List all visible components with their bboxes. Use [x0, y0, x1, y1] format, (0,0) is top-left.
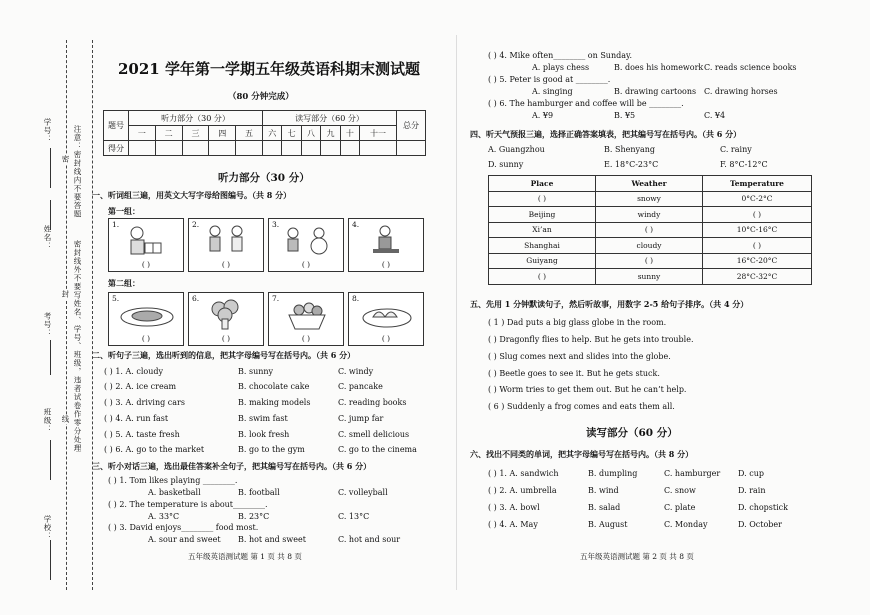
answer-paren[interactable]: ( ) [221, 260, 231, 269]
choice-a: A. basketball [148, 488, 201, 497]
answer-paren[interactable]: ( ) [141, 334, 151, 343]
table-cell[interactable]: ( ) [489, 269, 596, 285]
choice-b: B. swim fast [238, 414, 288, 423]
question-stem[interactable]: ( ) 3. David enjoys________ food most. [108, 523, 259, 532]
part3-title: 三、听小对话三遍，选出最佳答案补全句子，把其编号写在括号内。（共 6 分） [92, 461, 372, 471]
table-row [489, 253, 812, 269]
ordering-item[interactable]: ( ) Slug comes next and slides into the globe. [488, 352, 671, 361]
group1-label: 第一组： [108, 206, 140, 216]
score-num: 十 [340, 126, 359, 141]
score-cell[interactable] [301, 141, 320, 156]
question-choice-a[interactable]: ( ) 3. A. driving cars [104, 398, 185, 407]
label-school: 学校： [43, 515, 52, 541]
table-cell: Guiyang [489, 253, 596, 269]
choice-b: B. hot and sweet [238, 535, 306, 544]
score-num: 三 [182, 126, 209, 141]
choice-a: A. 33°C [148, 512, 180, 521]
picture-number: 7. [272, 294, 280, 303]
group2-label: 第二组： [108, 278, 140, 288]
field-school[interactable] [50, 540, 51, 580]
picture-box-1 [108, 218, 184, 272]
question-choice-a[interactable]: ( ) 4. A. run fast [104, 414, 169, 423]
choice-c: C. reads science books [704, 63, 797, 72]
page-divider [456, 35, 457, 590]
label-exam-number: 考号： [43, 312, 52, 338]
choice-c: C. pancake [338, 382, 383, 391]
score-table [103, 110, 426, 156]
table-cell[interactable]: ( ) [489, 191, 596, 207]
choice-c: C. go to the cinema [338, 445, 417, 454]
exam-duration: （80 分钟完成） [228, 92, 294, 102]
question-choice-a[interactable]: ( ) 1. A. cloudy [104, 367, 164, 376]
picture-box-8 [348, 292, 424, 346]
choice-d: D. October [738, 520, 782, 529]
table-cell: Shanghai [489, 238, 596, 254]
question-stem[interactable]: ( ) 1. Tom likes playing ________. [108, 476, 238, 485]
table-cell: 10°C-16°C [703, 222, 812, 238]
score-cell[interactable] [282, 141, 301, 156]
choice-c: C. snow [664, 486, 696, 495]
label-student-number: 学号： [43, 118, 52, 144]
question-choice-a[interactable]: ( ) 1. A. sandwich [488, 469, 559, 478]
question-choice-a[interactable]: ( ) 2. A. umbrella [488, 486, 557, 495]
choice-c: C. hot and sour [338, 535, 401, 544]
choice-b: B. making models [238, 398, 311, 407]
page-footer-left: 五年级英语测试题 第 1 页 共 8 页 [188, 552, 302, 561]
option: D. sunny [488, 160, 524, 169]
choice-b: B. sunny [238, 367, 274, 376]
question-stem[interactable]: ( ) 2. The temperature is about________. [108, 500, 268, 509]
ordering-item[interactable]: ( 6 ) Suddenly a frog comes and eats them all. [488, 402, 675, 411]
ordering-item[interactable]: ( 1 ) Dad puts a big glass globe in the room. [488, 318, 667, 327]
score-num: 九 [321, 126, 340, 141]
choice-c: C. 13°C [338, 512, 370, 521]
column-header-place: Place [489, 176, 596, 192]
choice-a: A. plays chess [532, 63, 590, 72]
picture-box-5 [108, 292, 184, 346]
table-cell: 28°C-32°C [703, 269, 812, 285]
weather-table [488, 175, 812, 285]
choice-a: A. ¥9 [532, 111, 554, 120]
score-cell[interactable] [129, 141, 156, 156]
question-stem[interactable]: ( ) 6. The hamburger and coffee will be ________. [488, 99, 684, 108]
choice-c: C. smell delicious [338, 430, 410, 439]
score-row-label: 得分 [104, 141, 129, 156]
picture-number: 8. [352, 294, 360, 303]
score-num: 十一 [360, 126, 397, 141]
choice-b: B. go to the gym [238, 445, 305, 454]
answer-paren[interactable]: ( ) [221, 334, 231, 343]
seal-char-xian: 线 [61, 415, 70, 424]
seal-line [66, 40, 67, 590]
table-cell: windy [596, 207, 703, 223]
score-num: 五 [236, 126, 263, 141]
table-cell: Xi’an [489, 222, 596, 238]
score-num: 七 [282, 126, 301, 141]
picture-box-6 [188, 292, 264, 346]
question-choice-a[interactable]: ( ) 6. A. go to the market [104, 445, 205, 454]
field-name[interactable] [50, 200, 51, 230]
picture-number: 3. [272, 220, 280, 229]
choice-b: B. does his homework [614, 63, 704, 72]
score-num: 四 [209, 126, 236, 141]
score-cell[interactable] [182, 141, 209, 156]
choice-b: B. wind [588, 486, 619, 495]
part4-title: 四、听天气预报三遍，选择正确答案填表，把其编号写在括号内。（共 6 分） [470, 129, 742, 139]
seal-char-feng: 封 [61, 290, 70, 299]
score-table-reading: 读写部分（60 分） [262, 111, 396, 126]
score-num: 二 [155, 126, 182, 141]
score-num: 一 [129, 126, 156, 141]
column-header-temperature: Temperature [703, 176, 812, 192]
choice-b: B. look fresh [238, 430, 290, 439]
reading-section-header: 读写部分（60 分） [586, 427, 678, 439]
choice-a: A. singing [532, 87, 573, 96]
question-choice-a[interactable]: ( ) 2. A. ice cream [104, 382, 177, 391]
option: A. Guangzhou [488, 145, 545, 154]
score-num: 六 [262, 126, 281, 141]
label-class: 班级： [43, 408, 52, 434]
score-table-listening: 听力部分（30 分） [129, 111, 263, 126]
choice-b: B. ¥5 [614, 111, 636, 120]
seal-char-mi: 密 [61, 155, 70, 164]
choice-c: C. reading books [338, 398, 407, 407]
choice-b: B. 23°C [238, 512, 270, 521]
choice-d: D. chopstick [738, 503, 788, 512]
table-cell: sunny [596, 269, 703, 285]
table-cell: snowy [596, 191, 703, 207]
answer-paren[interactable]: ( ) [381, 334, 391, 343]
ordering-item[interactable]: ( ) Dragonfly flies to help. But he gets into trouble. [488, 335, 694, 344]
listening-section-header: 听力部分（30 分） [218, 172, 310, 184]
answer-paren[interactable]: ( ) [301, 334, 311, 343]
choice-b: B. drawing cartoons [614, 87, 697, 96]
answer-paren[interactable]: ( ) [301, 260, 311, 269]
field-exam-number[interactable] [50, 340, 51, 375]
choice-c: C. Monday [664, 520, 708, 529]
ordering-item[interactable]: ( ) Beetle goes to see it. But he gets stuck. [488, 369, 660, 378]
option: E. 18°C-23°C [604, 160, 659, 169]
choice-a: A. sour and sweet [148, 535, 221, 544]
picture-number: 2. [192, 220, 200, 229]
table-row [489, 222, 812, 238]
question-choice-a[interactable]: ( ) 4. A. May [488, 520, 538, 529]
label-name: 姓名： [43, 225, 52, 251]
choice-c: C. jump far [338, 414, 384, 423]
question-stem[interactable]: ( ) 5. Peter is good at ________. [488, 75, 611, 84]
table-row [489, 191, 812, 207]
picture-box-3 [268, 218, 344, 272]
choice-c: C. plate [664, 503, 696, 512]
choice-c: C. drawing horses [704, 87, 778, 96]
question-stem[interactable]: ( ) 4. Mike often________ on Sunday. [488, 51, 632, 60]
picture-box-7 [268, 292, 344, 346]
question-choice-a[interactable]: ( ) 5. A. taste fresh [104, 430, 180, 439]
choice-c: C. windy [338, 367, 374, 376]
binding-notice-1: 注意：密封线内不要答题 [73, 125, 82, 219]
score-cell[interactable] [236, 141, 263, 156]
score-cell[interactable] [321, 141, 340, 156]
binding-notice-2: 密封线外不要写姓名、学号、班级，违者试卷作零分处理 [73, 240, 82, 453]
ordering-item[interactable]: ( ) Worm tries to get them out. But he can’t help. [488, 385, 687, 394]
choice-b: B. August [588, 520, 628, 529]
field-class[interactable] [50, 440, 51, 480]
choice-d: D. rain [738, 486, 766, 495]
table-cell: cloudy [596, 238, 703, 254]
score-cell[interactable] [340, 141, 359, 156]
option: C. rainy [720, 145, 752, 154]
part1-title: 一、听词组三遍，用英文大写字母给图编号。（共 8 分） [92, 190, 292, 200]
picture-number: 5. [112, 294, 120, 303]
score-num: 八 [301, 126, 320, 141]
choice-b: B. dumpling [588, 469, 638, 478]
table-cell: 0°C-2°C [703, 191, 812, 207]
choice-d: D. cup [738, 469, 764, 478]
table-header-row [489, 176, 812, 192]
table-row [489, 238, 812, 254]
part5-title: 五、先用 1 分钟默读句子，然后听故事，用数字 2-5 给句子排序。（共 4 分） [470, 299, 749, 309]
picture-box-4 [348, 218, 424, 272]
choice-c: C. hamburger [664, 469, 721, 478]
table-cell[interactable]: ( ) [703, 207, 812, 223]
table-row [489, 207, 812, 223]
column-header-weather: Weather [596, 176, 703, 192]
score-table-question-label: 题号 [104, 111, 129, 141]
choice-c: C. ¥4 [704, 111, 726, 120]
score-cell[interactable] [209, 141, 236, 156]
part6-title: 六、找出不同类的单词，把其字母编号写在括号内。（共 8 分） [470, 449, 694, 459]
seal-line-inner [92, 40, 93, 590]
picture-number: 6. [192, 294, 200, 303]
score-cell[interactable] [360, 141, 397, 156]
score-cell[interactable] [262, 141, 281, 156]
answer-paren[interactable]: ( ) [141, 260, 151, 269]
choice-b: B. salad [588, 503, 621, 512]
picture-number: 4. [352, 220, 360, 229]
table-row [489, 269, 812, 285]
option: B. Shenyang [604, 145, 656, 154]
table-cell: Beijing [489, 207, 596, 223]
table-cell: 16°C-20°C [703, 253, 812, 269]
table-cell[interactable]: ( ) [703, 238, 812, 254]
question-choice-a[interactable]: ( ) 3. A. bowl [488, 503, 540, 512]
exam-title: 2021 学年第一学期五年级英语科期末测试题 [118, 60, 420, 78]
table-cell[interactable]: ( ) [596, 222, 703, 238]
picture-number: 1. [112, 220, 120, 229]
picture-box-2 [188, 218, 264, 272]
score-table-total: 总分 [397, 111, 426, 141]
answer-paren[interactable]: ( ) [381, 260, 391, 269]
score-cell[interactable] [397, 141, 426, 156]
score-cell[interactable] [155, 141, 182, 156]
choice-c: C. volleyball [338, 488, 388, 497]
choice-b: B. chocolate cake [238, 382, 310, 391]
option: F. 8°C-12°C [720, 160, 768, 169]
page-footer-right: 五年级英语测试题 第 2 页 共 8 页 [580, 552, 694, 561]
table-cell[interactable]: ( ) [596, 253, 703, 269]
choice-b: B. football [238, 488, 280, 497]
part2-title: 二、听句子三遍，选出听到的信息，把其字母编号写在括号内。（共 6 分） [92, 350, 356, 360]
field-student-number[interactable] [50, 148, 51, 188]
